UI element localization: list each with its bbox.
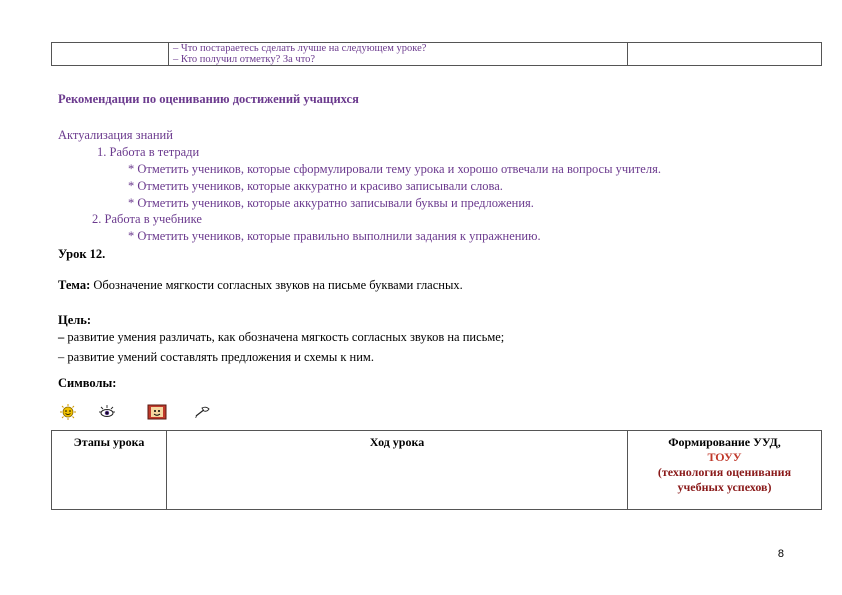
col-uud-line4: учебных успехов) [677, 480, 772, 494]
face-picture-icon [147, 404, 167, 425]
recommendations-heading: Рекомендации по оцениванию достижений учащихся [58, 92, 359, 106]
question-line-1: – Что постараетесь сделать лучше на следующем уроке? [173, 43, 427, 54]
col-course-header [167, 431, 628, 510]
col-course-label: Ход урока [369, 435, 425, 449]
goal-dash: – [58, 330, 65, 344]
topic-line [58, 278, 463, 293]
page-number: 8 [777, 548, 784, 560]
topic-text: Обозначение мягкости согласных звуков на письме буквами гласных. [90, 278, 463, 292]
list-item-notebook: 1. Работа в тетради [97, 145, 200, 159]
goal-line-1 [58, 330, 504, 345]
bullet-notebook-3: * Отметить учеников, которые аккуратно записывали буквы и предложения. [128, 196, 534, 210]
question-line-2: – Кто получил отметку? За что? [173, 54, 316, 65]
top-table [51, 42, 822, 66]
col-uud-line1: Формирование УУД, [668, 435, 781, 449]
pen-hand-icon [193, 404, 213, 425]
sun-face-icon [58, 404, 78, 425]
goal-label: Цель: [58, 313, 92, 327]
lesson-title: Урок 12. [58, 247, 106, 261]
bullet-notebook-2: * Отметить учеников, которые аккуратно и красиво записывали слова. [128, 179, 503, 193]
col-uud-header [628, 431, 822, 510]
lesson-stages-table [51, 430, 822, 510]
symbols-label: Символы: [58, 376, 117, 390]
topic-label: Тема: [58, 278, 91, 292]
section-title: Актуализация знаний [58, 128, 173, 142]
col-stages-label: Этапы урока [73, 435, 145, 449]
col-uud-line3: (технология оценивания [657, 465, 792, 479]
goal-line-2: – развитие умений составлять предложения и схемы к ним. [58, 350, 374, 364]
bullet-notebook-1: * Отметить учеников, которые сформулировали тему урока и хорошо отвечали на вопросы учителя. [128, 162, 661, 176]
col-uud-line2: ТОУУ [707, 450, 742, 464]
top-table-cell-questions [169, 43, 628, 66]
list-item-textbook: 2. Работа в учебнике [92, 212, 202, 226]
top-table-cell-empty-right [628, 43, 822, 66]
top-table-cell-empty [52, 43, 169, 66]
goal-text-1: развитие умения различать, как обозначена мягкость согласных звуков на письме; [64, 330, 505, 344]
bullet-textbook-1: * Отметить учеников, которые правильно выполнили задания к упражнению. [128, 229, 541, 243]
col-stages-header [52, 431, 167, 510]
eye-icon [97, 404, 117, 425]
